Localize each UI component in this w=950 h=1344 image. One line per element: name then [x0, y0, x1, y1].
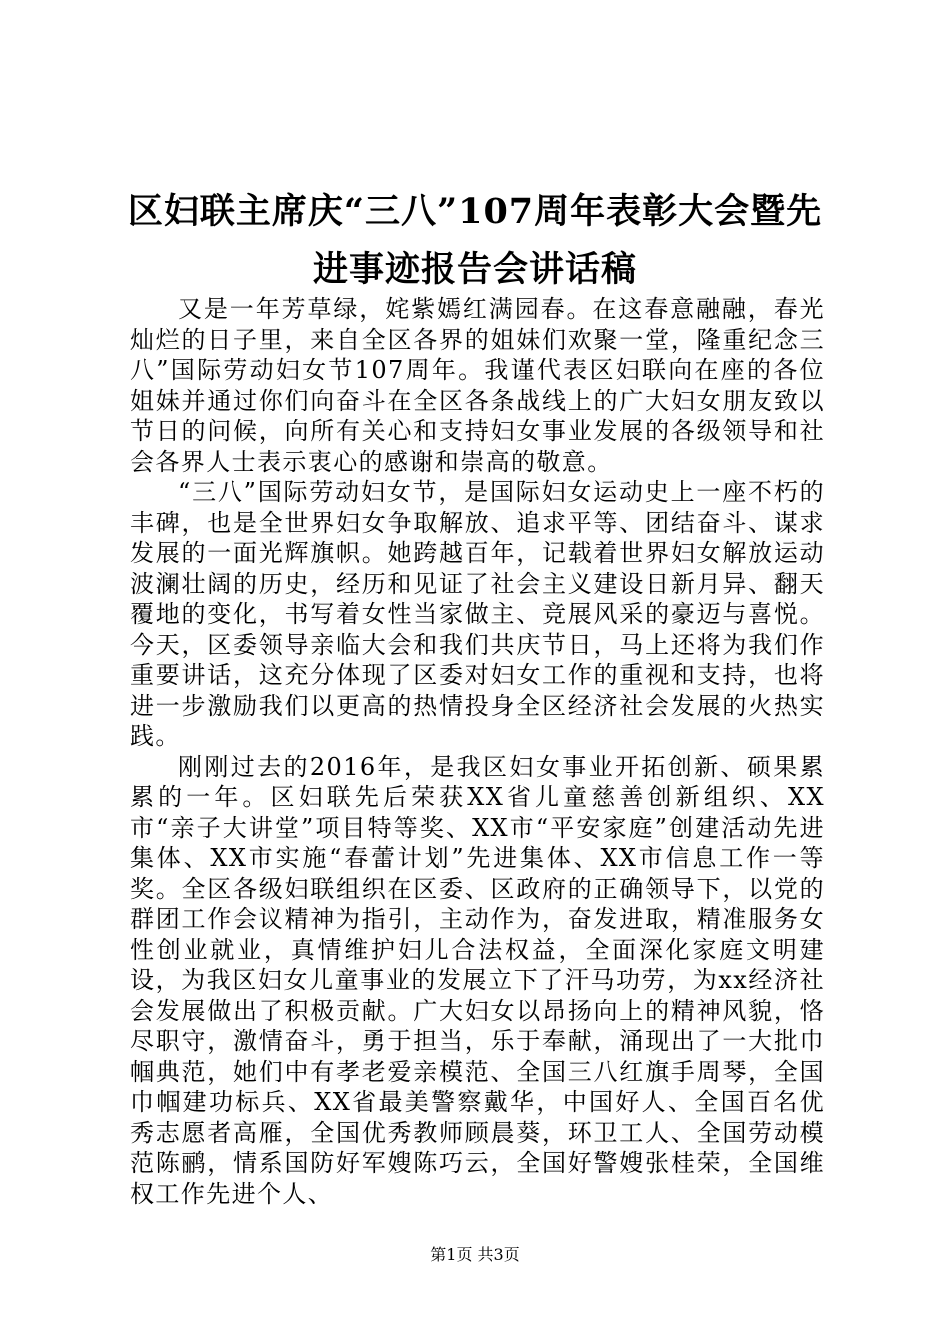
title-line-1: 区妇联主席庆“三八”107周年表彰大会暨先 [127, 191, 823, 232]
document-title [120, 183, 830, 299]
document-body [130, 294, 825, 1209]
paragraph-2: “三八”国际劳动妇女节，是国际妇女运动史上一座不朽的丰碑，也是全世界妇女争取解放、追求平等、团结奋斗、谋求发展的一面光辉旗帜。她跨越百年，记载着世界妇女解放运动波澜壮阔的历史，经历和见证了社会主义建设日新月异、翻天覆地的变化，书写着女性当家做主、竞展风采的豪迈与喜悦。今天，区委领导亲临大会和我们共庆节日，马上还将为我们作重要讲话，这充分体现了区委对妇女工作的重视和支持，也将进一步激励我们以更高的热情投身全区经济社会发展的火热实践。 [130, 478, 825, 750]
page-footer: 第1页 共3页 [430, 1245, 520, 1264]
paragraph-1: 又是一年芳草绿，姹紫嫣红满园春。在这春意融融，春光灿烂的日子里，来自全区各界的姐妹们欢聚一堂，隆重纪念三八”国际劳动妇女节107周年。我谨代表区妇联向在座的各位姐妹并通过你们向奋斗在全区各条战线上的广大妇女朋友致以节日的问候，向所有关心和支持妇女事业发展的各级领导和社会各界人士表示衷心的感谢和崇高的敬意。 [130, 295, 825, 476]
paragraph-3: 刚刚过去的2016年，是我区妇女事业开拓创新、硕果累累的一年。区妇联先后荣获XX省儿童慈善创新组织、XX市“亲子大讲堂”项目特等奖、XX市“平安家庭”创建活动先进集体、XX市实施“春蕾计划”先进集体、XX市信息工作一等奖。全区各级妇联组织在区委、区政府的正确领导下，以党的群团工作会议精神为指引，主动作为，奋发进取，精准服务女性创业就业，真情维护妇儿合法权益，全面深化家庭文明建设，为我区妇女儿童事业的发展立下了汗马功劳，为xx经济社会发展做出了积极贡献。广大妇女以昂扬向上的精神风貌，恪尽职守，激情奋斗，勇于担当，乐于奉献，涌现出了一大批巾帼典范，她们中有孝老爱亲模范、全国三八红旗手周琴，全国巾帼建功标兵、XX省最美警察戴华，中国好人、全国百名优秀志愿者高雁，全国优秀教师顾晨葵，环卫工人、全国劳动模范陈鹂，情系国防好军嫂陈巧云，全国好警嫂张桂荣，全国维权工作先进个人、 [130, 752, 825, 1208]
title-line-2: 进事迹报告会讲话稿 [312, 249, 637, 290]
